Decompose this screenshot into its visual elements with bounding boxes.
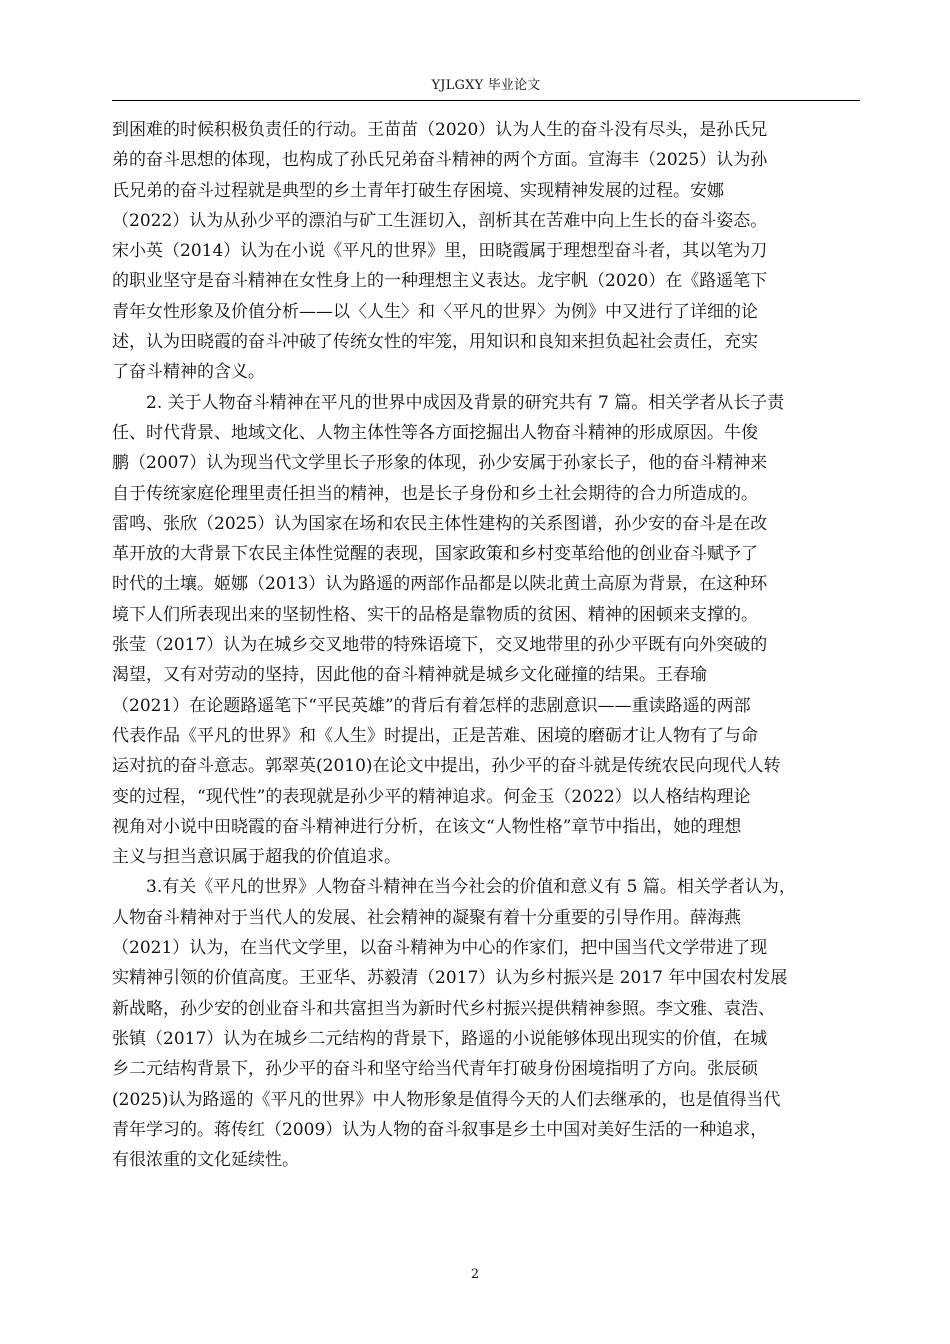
header-title: YJLGXY 毕业论文 (431, 78, 541, 93)
paragraph-section-3: 3.有关《平凡的世界》人物奋斗精神在当今社会的价值和意义有 5 篇。相关学者认为， 人物奋斗精神对于当代人的发展、社会精神的凝聚有着十分重要的引导作用。薛海燕 （2021）认为，在当代文学里，以奋斗精神为中心的作家们，把中国当代文学带进了现 实精神引领的价值高度。王亚华、苏毅清（2017）认为乡村振兴是 2017 年中国农村发展 新战略，孙少安的创业奋斗和共富担当为新时代乡村振兴提供精神参照。李文雅、袁浩、 张镇（2017）认为在城乡二元结构的背景下，路遥的小说能够体现出现实的价值，在城 乡二元结构背景下，孙少平的奋斗和坚守给当代青年打破身份困境指明了方向。张辰硕 (2025)认为路遥的《平凡的世界》中人物形象是值得今天的人们去继承的，也是值得当代 青年学习的。蒋传红（2009）认为人物的奋斗叙事是乡土中国对美好生活的一种追求， 有很浓重的文化延续性。 (112, 877, 796, 1171)
paragraph-section-2: 2. 关于人物奋斗精神在平凡的世界中成因及背景的研究共有 7 篇。相关学者从长子责 任、时代背景、地域文化、人物主体性等各方面挖掘出人物奋斗精神的形成原因。牛俊 鹏（2007）认为现当代文学里长子形象的体现，孙少安属于孙家长子，他的奋斗精神来 自于传统家庭伦理里责任担当的精神，也是长子身份和乡土社会期待的合力所造成的。 雷鸣、张欣（2025）认为国家在场和农民主体性建构的关系图谱，孙少安的奋斗是在改 革开放的大背景下农民主体性觉醒的表现，国家政策和乡村变革给他的创业奋斗赋予了 时代的土壤。姬娜（2013）认为路遥的两部作品都是以陕北黄土高原为背景，在这种环 境下人们所表现出来的坚韧性格、实干的品格是靠物质的贫困、精神的困顿来支撑的。 张莹（2017）认为在城乡交叉地带的特殊语境下，交叉地带里的孙少平既有向外突破的 渴望，又有对劳动的坚持，因此他的奋斗精神就是城乡文化碰撞的结果。王春瑜 （2021）在论题路遥笔下“平民英雄”的背后有着怎样的悲剧意识——重读路遥的两部 代表作品《平凡的世界》和《人生》时提出，正是苦难、困境的磨砺才让人物有了与命 运对抗的奋斗意志。郭翠英(2010)在论文中提出，孙少平的奋斗就是传统农民向现代人转 变的过程，“现代性”的表现就是孙少平的精神追求。何金玉（2022）以人格结构理论 视角对小说中田晓霞的奋斗精神进行分析，在该文“人物性格”章节中指出，她的理想 主义与担当意识属于超我的价值追求。 (112, 392, 785, 868)
document-body (112, 115, 860, 1175)
paragraph-continuation: 到困难的时候积极负责任的行动。王苗苗（2020）认为人生的奋斗没有尽头，是孙氏兄 弟的奋斗思想的体现，也构成了孙氏兄弟奋斗精神的两个方面。宣海丰（2025）认为孙 氏兄弟的奋斗过程就是典型的乡土青年打破生存困境、实现精神发展的过程。安娜 （2022）认为从孙少平的漂泊与矿工生涯切入，剖析其在苦难中向上生长的奋斗姿态。 宋小英（2014）认为在小说《平凡的世界》里，田晓霞属于理想型奋斗者，其以笔为刀 的职业坚守是奋斗精神在女性身上的一种理想主义表达。龙宇帆（2020）在《路遥笔下 青年女性形象及价值分析——以〈人生〉和〈平凡的世界〉为例》中又进行了详细的论 述，认为田晓霞的奋斗冲破了传统女性的牢笼，用知识和良知来担负起社会责任，充实 了奋斗精神的含义。 (112, 120, 768, 383)
page-number: 2 (470, 1267, 480, 1282)
page-header (112, 76, 860, 101)
